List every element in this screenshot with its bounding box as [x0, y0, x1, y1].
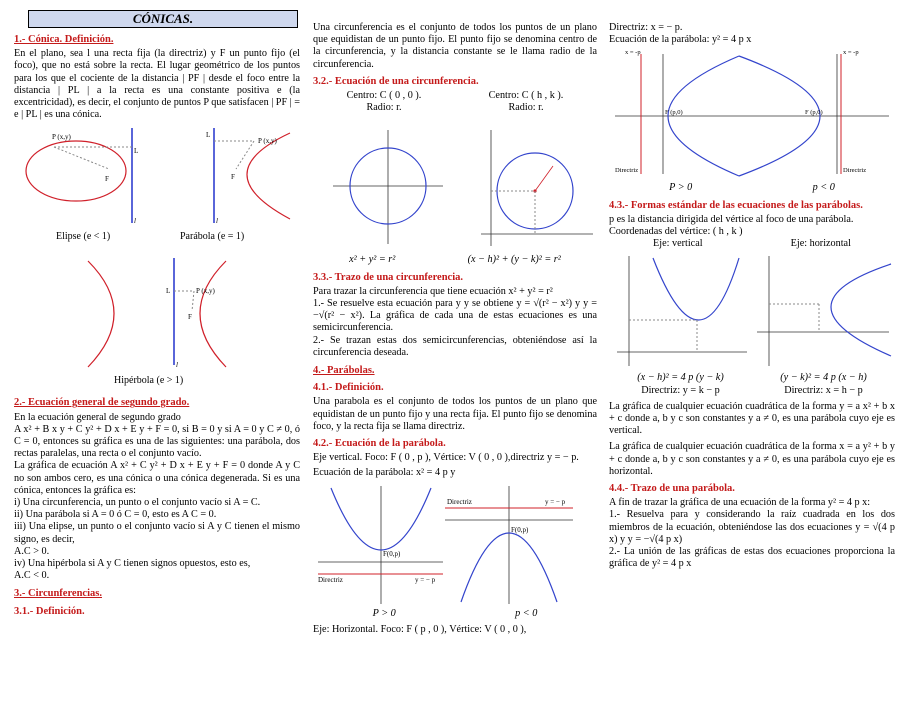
column-2: [313, 22, 597, 636]
ellipse-f-label: F: [105, 175, 109, 184]
section-43-p3: La gráfica de cualquier ecuación cuadrática de la forma y = a x² + b x + c donde a, b y c son constantes y a ≠ 0, es una parábola cuyo eje es vertical.: [609, 400, 895, 437]
ellipse-curve: [26, 141, 126, 201]
section-3-heading: 3.- Circunferencias.: [14, 588, 102, 600]
section-33-p3: 2.- Se trazan estas dos semicircunferencias, obteniéndose así la circunferencia deseada.: [313, 334, 597, 358]
section-2-iv-b: A.C < 0.: [14, 570, 50, 582]
section-2-iii-b: A.C > 0.: [14, 545, 50, 557]
axis-vertical-label: Eje: vertical: [653, 238, 703, 250]
section-33-p1: Para trazar la circunferencia que tiene ecuación x² + y² = r²: [313, 285, 553, 297]
parabola-equation-line: Ecuación de la parábola: y² = 4 p x: [609, 34, 752, 46]
section-43-p2: Coordenadas del vértice: ( h , k ): [609, 226, 743, 238]
hp-p-neg: p < 0: [812, 182, 835, 194]
ellipse-caption: Elipse (e < 1): [56, 231, 111, 243]
circle-eq-a: x² + y² = r²: [349, 254, 396, 266]
section-31-text: Una circunferencia es el conjunto de todos los puntos de un plano que equidistan de un punto fijo. El punto fijo se denomina centro de la circunferencia, y la distancia constante se le llama radio de la circunferencia.: [313, 22, 597, 70]
section-42-p2: Ecuación de la parábola: x² = 4 p y: [313, 467, 456, 479]
directrix-line: Directriz: x = − p.: [609, 22, 683, 33]
parabola-p-label: P (x,y): [258, 137, 277, 146]
parabola-pf: [236, 141, 254, 169]
hp-sign-row: [609, 182, 895, 194]
vp-sign-row: [313, 608, 597, 620]
page-title: CÓNICAS.: [28, 10, 298, 28]
circle-equations-row: [313, 254, 597, 266]
section-1-heading: 1.- Cónica. Definición.: [14, 34, 114, 45]
hyperbola-left: [88, 261, 114, 367]
section-1-text: En el plano, sea l una recta fija (la directriz) y F un punto fijo (el foco), que no está sobre la recta. El lugar geométrico de los puntos para los que el cociente de la distancia | PF | desde el foco entre la distancia | PL | a la recta es una constante positiva e (la excentricidad), es decir, el conjunto de puntos P que satisfacen | PF | = e | PL | es una cónica.: [14, 48, 301, 121]
ellipse-pf: [54, 147, 109, 169]
parabola-curve: [247, 133, 290, 219]
section-41-text: Una parabola es el conjunto de todos los puntos de un plano que equidistan de un punto fijo y una recta fija. El punto fijo se denomina foco, y la recta fija se llama directriz.: [313, 396, 597, 432]
column-3: [609, 22, 895, 570]
ellipse-parabola-figure: [14, 123, 300, 251]
vp-p-pos: P > 0: [372, 607, 396, 619]
hp-a-xmp-label: x = -p: [625, 49, 641, 57]
section-42-p1: Eje vertical. Foco: F ( 0 , p ), Vértice: V ( 0 , 0 ),directriz y = − p.: [313, 452, 579, 464]
ellipse-l-label: L: [134, 147, 139, 156]
vp-b-ymp-label: y = − p: [545, 497, 566, 506]
section-2-p1: En la ecuación general de segundo grado: [14, 411, 181, 423]
sf-b-curve: [831, 264, 891, 356]
section-43-p1: p es la distancia dirigida del vértice al foco de una parábola.: [609, 213, 854, 225]
section-2-p3: La gráfica de ecuación A x² + C y² + D x + E y + F = 0 donde A y C no son ambos cero, es una cónica o una cónica degenerada. Si es una cónica, entonces la gráfica es:: [14, 460, 300, 496]
parabola-l-small: l: [216, 217, 218, 226]
section-4-heading: 4.- Parábolas.: [313, 365, 375, 377]
radius-b: Radio: r.: [508, 102, 544, 114]
hyperbola-l-label: L: [166, 287, 171, 296]
hyperbola-f-label: F: [188, 313, 192, 322]
circles-figure: [313, 116, 597, 256]
center-a: Centro: C ( 0 , 0 ).: [346, 90, 422, 102]
hp-a-directriz-label: Directriz: [615, 167, 639, 175]
section-2-ii: ii) Una parábola si A = 0 ó C = 0, esto es A C = 0.: [14, 509, 217, 521]
hyperbola-right: [200, 261, 226, 367]
section-33-heading: 3.3.- Trazo de una circunferencia.: [313, 271, 463, 283]
standard-eq-horizontal: (y − k)² = 4 p (x − h): [780, 372, 867, 384]
section-44-p1: A fin de trazar la gráfica de una ecuación de la forma y² = 4 p x:: [609, 497, 871, 509]
parabola-caption: Parábola (e = 1): [180, 231, 245, 243]
standard-dir-row: [609, 385, 895, 397]
section-44-heading: 4.4.- Trazo de una parábola.: [609, 483, 735, 495]
axis-labels-row: [609, 238, 895, 250]
vp-b-focus-label: F(0,p): [511, 525, 529, 534]
section-42-heading: 4.2.- Ecuación de la parábola.: [313, 438, 446, 450]
hyperbola-l-small: l: [176, 361, 178, 370]
standard-eq-row: [609, 372, 895, 384]
section-44-p3: 2.- La unión de las gráficas de estas dos ecuaciones proporciona la gráfica de y² = 4 p x: [609, 546, 895, 570]
radius-a: Radio: r.: [366, 102, 402, 114]
vp-b-directriz-label: Directriz: [447, 497, 472, 506]
column-1: [14, 0, 300, 620]
section-2-iv: iv) Una hipérbola si A y C tienen signos opuestos, esto es,: [14, 558, 251, 570]
vertical-parabolas-figure: [313, 482, 597, 606]
vp-a-ymp-label: y = − p: [415, 575, 436, 584]
hp-p-pos: P > 0: [669, 182, 693, 194]
section-43-p4: La gráfica de cualquier ecuación cuadrática de la forma x = a y² + b y + c donde a, b y c son constantes y a ≠ 0, es una parábola cuyo eje es horizontal.: [609, 441, 895, 477]
section-44-p2: 1.- Resuelva para y considerando la raíz cuadrada en los dos miembros de la ecuación, obteniéndose las dos ecuaciones y = √(4 p x) y y = −√(4 p x): [609, 509, 895, 545]
parabola-f-label: F: [231, 173, 235, 182]
standard-forms-figure: [609, 252, 895, 370]
section-31-heading: 3.1.- Definición.: [14, 605, 85, 617]
section-2-i: i) Una circunferencia, un punto o el conjunto vacío si A = C.: [14, 497, 261, 509]
parabola-l-label: L: [206, 131, 211, 140]
section-2-p2: A x² + B x y + C y² + D x + E y + F = 0, si B = 0 y si A = 0 y C ≠ 0, ó C = 0, entonces su gráfica es una de las siguientes: una parábola, dos rectas paralelas, una recta o el conjunto vacío.: [14, 423, 300, 460]
section-42-p3: Eje: Horizontal. Foco: F ( p , 0 ), Vértice: V ( 0 , 0 ),: [313, 623, 527, 635]
circle-eq-b: (x − h)² + (y − k)² = r²: [467, 254, 561, 266]
circle-centers-row: [313, 90, 597, 102]
center-b: Centro: C ( h , k ).: [488, 90, 564, 102]
vp-a-directriz-label: Directriz: [318, 575, 343, 584]
ellipse-p-label: P (x,y): [52, 133, 71, 142]
section-2-iii: iii) Una elipse, un punto o el conjunto vacío si A y C tienen el mismo signo, es decir,: [14, 521, 300, 545]
section-41-heading: 4.1.- Definición.: [313, 382, 384, 394]
hp-b-xmp-label: x = -p: [843, 49, 859, 57]
section-33-p2: 1.- Se resuelve esta ecuación para y y se obtiene y = √(r² − x²) y y = −√(r² − x²). La gráfica de cada una de estas ecuaciones es una semicircunferencia.: [313, 298, 597, 334]
axis-horizontal-label: Eje: horizontal: [790, 238, 851, 250]
hp-a-focus-label: F (p,0): [665, 109, 683, 117]
hp-b-focus-label: F (p,0): [805, 109, 823, 117]
hyperbola-caption: Hipérbola (e > 1): [114, 375, 184, 387]
sf-a-curve: [653, 258, 739, 320]
vp-p-neg: p < 0: [515, 607, 538, 619]
vp-a-focus-label: F(0,p): [383, 549, 401, 558]
horizontal-parabolas-figure: [609, 48, 895, 180]
hyperbola-figure: [14, 253, 300, 391]
section-2-heading: 2.- Ecuación general de segundo grado.: [14, 397, 190, 409]
circle-radius-row: [313, 102, 597, 114]
standard-eq-vertical: (x − h)² = 4 p (y − k): [637, 372, 724, 384]
section-43-heading: 4.3.- Formas estándar de las ecuaciones de las parábolas.: [609, 199, 863, 211]
standard-dir-vertical: Directriz: y = k − p: [641, 384, 720, 396]
standard-dir-horizontal: Directriz: x = h − p: [784, 384, 863, 396]
ellipse-l-small: l: [134, 217, 136, 226]
section-32-heading: 3.2.- Ecuación de una circunferencia.: [313, 75, 479, 87]
hyperbola-p-label: P (x,y): [196, 287, 215, 296]
hyperbola-pf: [192, 291, 194, 311]
circle-b-radius: [535, 166, 553, 191]
hp-b-directriz-label: Directriz: [843, 167, 867, 175]
